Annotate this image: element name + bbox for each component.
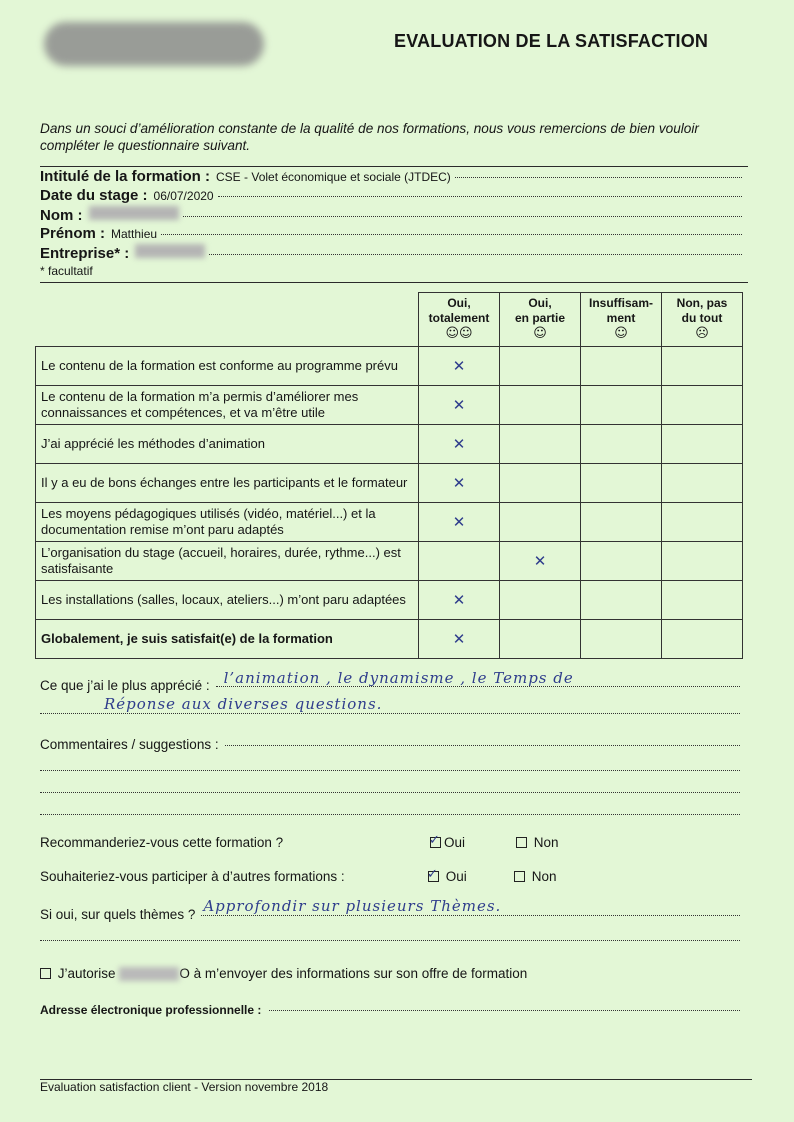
cell-oui-totalement[interactable]	[419, 425, 500, 464]
nom-dotted-line	[183, 216, 743, 217]
recommend-no-option[interactable]: Non	[516, 835, 559, 850]
authorize-option[interactable]	[40, 966, 527, 981]
cell-non-pas-du-tout[interactable]	[662, 425, 743, 464]
email-dotted-line[interactable]	[269, 1010, 740, 1011]
cell-non-pas-du-tout[interactable]	[662, 386, 743, 425]
recommend-yes-option[interactable]: ✓ Oui	[429, 832, 466, 850]
table-row	[36, 542, 743, 581]
cell-oui-totalement[interactable]	[419, 581, 500, 620]
prenom-label: Prénom :	[40, 225, 106, 242]
check-mark: ✕	[452, 356, 466, 375]
entreprise-field	[40, 244, 742, 262]
table-row	[36, 425, 743, 464]
table-row	[36, 503, 743, 542]
comments-dotted-line	[225, 745, 740, 746]
question-label: Globalement, je suis satisfait(e) de la formation	[36, 620, 419, 659]
cell-oui-en-partie[interactable]	[500, 620, 581, 659]
happy-face-icon: ☺	[533, 326, 547, 341]
checkmark-icon: ✓	[427, 866, 438, 881]
cell-oui-en-partie[interactable]	[500, 542, 581, 581]
formation-field	[40, 168, 742, 185]
themes-handwritten: Approfondir sur plusieurs Thèmes.	[203, 897, 502, 915]
cell-non-pas-du-tout[interactable]	[662, 464, 743, 503]
redacted-entreprise	[135, 244, 205, 258]
participate-yes-option[interactable]: ✓ Oui	[427, 866, 467, 884]
cell-oui-totalement[interactable]	[419, 503, 500, 542]
cell-oui-en-partie[interactable]	[500, 464, 581, 503]
check-mark: ✕	[452, 590, 466, 609]
comments-dotted-line-3	[40, 792, 740, 793]
table-header-row	[36, 293, 743, 347]
cell-non-pas-du-tout[interactable]	[662, 620, 743, 659]
sad-face-icon: ☹	[695, 326, 709, 341]
cell-insuffisamment[interactable]	[581, 542, 662, 581]
comments-line	[40, 737, 740, 752]
question-label: Le contenu de la formation m’a permis d’améliorer mes connaissances et compétences, et va m’être utile	[36, 386, 419, 425]
authorize-checkbox[interactable]	[40, 968, 51, 979]
apprecie-handwritten-1: l’animation , le dynamisme , le Temps de	[223, 669, 574, 687]
very-happy-face-icon: ☺☺	[445, 326, 473, 341]
question-label: Les installations (salles, locaux, ateliers...) m’ont paru adaptées	[36, 581, 419, 620]
date-label: Date du stage :	[40, 187, 148, 204]
comments-dotted-line-4	[40, 814, 740, 815]
table-row	[36, 464, 743, 503]
question-label: Les moyens pédagogiques utilisés (vidéo, matériel...) et la documentation remise m’ont paru adaptés	[36, 503, 419, 542]
apprecie-handwritten-2: Réponse aux diverses questions.	[104, 695, 383, 713]
apprecie-dotted-line	[216, 669, 740, 687]
cell-non-pas-du-tout[interactable]	[662, 503, 743, 542]
cell-oui-totalement[interactable]	[419, 347, 500, 386]
divider-bottom	[40, 282, 748, 283]
check-mark: ✕	[452, 395, 466, 414]
themes-dotted-line	[201, 897, 740, 916]
participate-yes-checkbox[interactable]	[427, 866, 439, 882]
authorize-letter: O	[179, 966, 190, 981]
cell-non-pas-du-tout[interactable]	[662, 347, 743, 386]
facultatif-note: * facultatif	[40, 264, 93, 278]
check-mark: ✕	[452, 473, 466, 492]
authorize-suffix: à m’envoyer des informations sur son offre de formation	[193, 966, 528, 981]
nom-label: Nom :	[40, 207, 83, 224]
recommend-yes-checkbox[interactable]	[429, 832, 441, 848]
cell-insuffisamment[interactable]	[581, 464, 662, 503]
cell-oui-totalement[interactable]	[419, 542, 500, 581]
cell-insuffisamment[interactable]	[581, 620, 662, 659]
nom-field	[40, 206, 742, 224]
cell-insuffisamment[interactable]	[581, 581, 662, 620]
apprecie-dotted-line-2	[40, 695, 740, 714]
cell-insuffisamment[interactable]	[581, 425, 662, 464]
formation-dotted-line	[455, 177, 742, 178]
cell-oui-totalement[interactable]	[419, 620, 500, 659]
email-line	[40, 1003, 740, 1017]
prenom-value: Matthieu	[111, 227, 158, 241]
entreprise-label: Entreprise* :	[40, 245, 130, 262]
question-label: L’organisation du stage (accueil, horaires, durée, rythme...) est satisfaisante	[36, 542, 419, 581]
apprecie-line-1	[40, 669, 740, 693]
comments-label: Commentaires / suggestions :	[40, 737, 219, 752]
authorize-prefix: J’autorise	[57, 966, 116, 981]
page-title: EVALUATION DE LA SATISFACTION	[394, 31, 709, 51]
question-label: Il y a eu de bons échanges entre les participants et le formateur	[36, 464, 419, 503]
header-non-pas-du-tout: Non, pas du tout ☹	[662, 293, 743, 347]
participate-no-option[interactable]: Non	[514, 869, 557, 884]
neutral-face-icon: ☺	[614, 326, 628, 341]
recommend-no-checkbox[interactable]	[516, 837, 527, 848]
header-oui-en-partie: Oui, en partie ☺	[500, 293, 581, 347]
check-mark: ✕	[452, 434, 466, 453]
checkmark-icon: ✓	[429, 832, 440, 847]
table-row	[36, 386, 743, 425]
table-row	[36, 620, 743, 659]
check-mark: ✕	[452, 512, 466, 531]
cell-non-pas-du-tout[interactable]	[662, 542, 743, 581]
cell-oui-en-partie[interactable]	[500, 581, 581, 620]
email-label: Adresse électronique professionnelle :	[40, 1003, 262, 1017]
table-row	[36, 581, 743, 620]
intro-text: Dans un souci d’amélioration constante de la qualité de nos formations, nous vous remercions de bien vouloir compléter le questionnaire suivant.	[40, 121, 699, 153]
cell-non-pas-du-tout[interactable]	[662, 581, 743, 620]
cell-insuffisamment[interactable]	[581, 386, 662, 425]
date-dotted-line	[218, 196, 742, 197]
check-mark: ✕	[452, 629, 466, 648]
cell-oui-en-partie[interactable]	[500, 347, 581, 386]
participate-no-checkbox[interactable]	[514, 871, 525, 882]
cell-oui-en-partie[interactable]	[500, 503, 581, 542]
recommend-label: Recommanderiez-vous cette formation ?	[40, 835, 284, 850]
entreprise-dotted-line	[209, 254, 742, 255]
date-field	[40, 187, 742, 204]
cell-oui-en-partie[interactable]	[500, 425, 581, 464]
blurred-logo	[44, 22, 264, 66]
themes-label: Si oui, sur quels thèmes ?	[40, 907, 196, 922]
date-value: 06/07/2020	[153, 189, 214, 203]
participate-label: Souhaiteriez-vous participer à d’autres formations :	[40, 869, 345, 884]
satisfaction-table	[35, 292, 743, 659]
themes-line	[40, 897, 740, 922]
question-label: J’ai apprécié les méthodes d’animation	[36, 425, 419, 464]
redacted-name	[89, 206, 179, 220]
prenom-dotted-line	[161, 234, 742, 235]
themes-dotted-line-2	[40, 940, 740, 941]
cell-oui-en-partie[interactable]	[500, 386, 581, 425]
redacted-company	[119, 967, 179, 981]
divider-top	[40, 166, 748, 167]
cell-insuffisamment[interactable]	[581, 347, 662, 386]
apprecie-label: Ce que j’ai le plus apprécié :	[40, 678, 210, 693]
footer-text: Evaluation satisfaction client - Version novembre 2018	[40, 1080, 329, 1094]
cell-oui-totalement[interactable]	[419, 464, 500, 503]
table-row	[36, 347, 743, 386]
formation-label: Intitulé de la formation :	[40, 168, 211, 185]
header-oui-totalement: Oui, totalement ☺☺	[419, 293, 500, 347]
header-insuffisamment: Insuffisam- ment ☺	[581, 293, 662, 347]
check-mark: ✕	[533, 551, 547, 570]
cell-insuffisamment[interactable]	[581, 503, 662, 542]
question-label: Le contenu de la formation est conforme au programme prévu	[36, 347, 419, 386]
cell-oui-totalement[interactable]	[419, 386, 500, 425]
prenom-field	[40, 225, 742, 242]
comments-dotted-line-2	[40, 770, 740, 771]
formation-value: CSE - Volet économique et sociale (JTDEC)	[216, 170, 451, 184]
